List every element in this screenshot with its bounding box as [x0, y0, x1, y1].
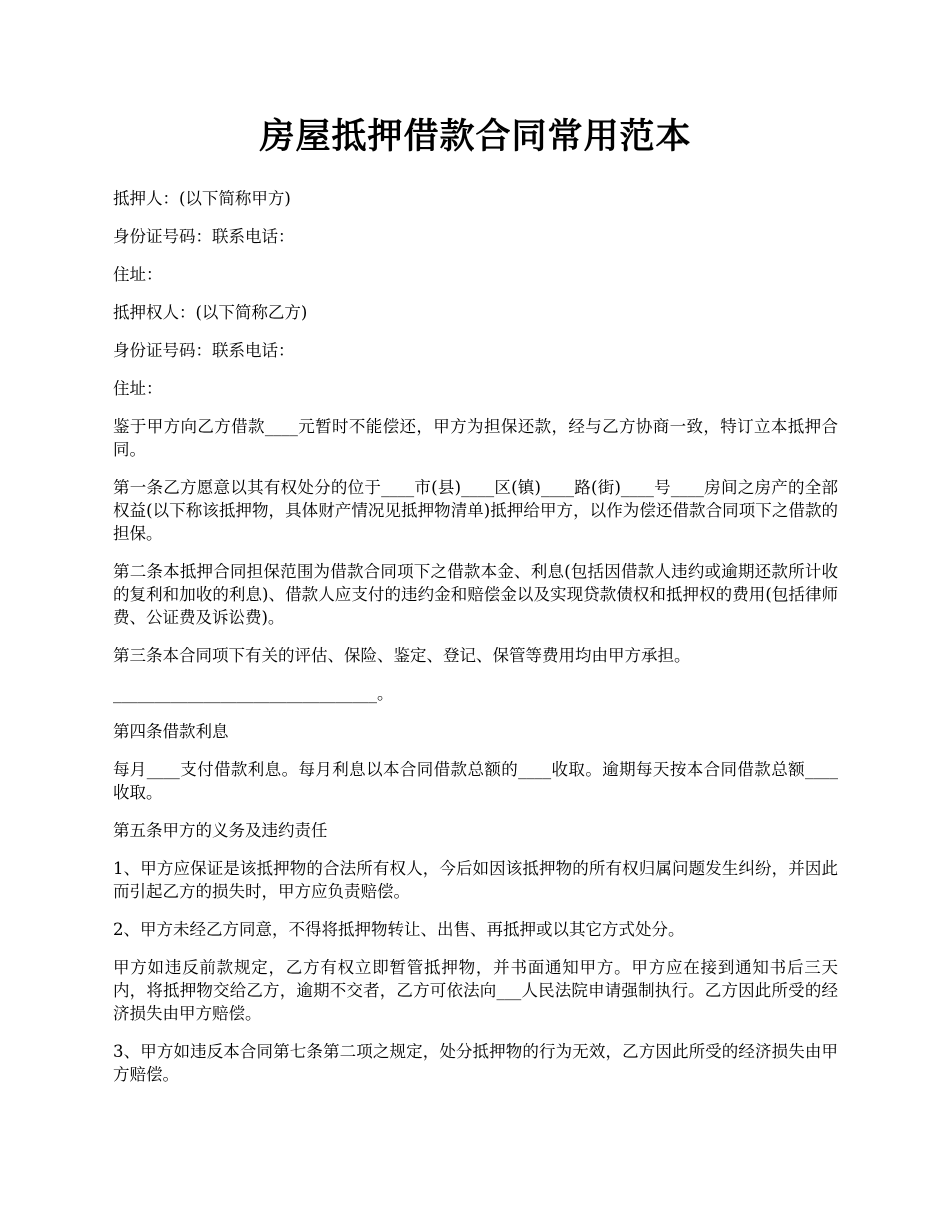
- mortgagee-label: 抵押权人：(以下简称乙方): [113, 303, 308, 322]
- article-5-item-2: 2、甲方未经乙方同意，不得将抵押物转让、出售、再抵押或以其它方式处分。: [113, 920, 685, 939]
- article-1-paragraph: 第一条乙方愿意以其有权处分的位于____市(县)____区(镇)____路(街)____号____房间之房产的全部权益(以下称该抵押物，具体财产情况见抵押物清单)抵押给甲方，以作为偿还借款合同项下之借款的担保。: [113, 478, 838, 543]
- article-5-heading: 第五条甲方的义务及违约责任: [113, 821, 328, 840]
- mortgagee-address: 住址：: [113, 379, 163, 398]
- article-4-heading: 第四条借款利息: [113, 722, 229, 741]
- mortgagee-id-phone: 身份证号码：联系电话：: [113, 341, 295, 360]
- mortgagor-address: 住址：: [113, 265, 163, 284]
- article-5-item-3: 3、甲方如违反本合同第七条第二项之规定，处分抵押物的行为无效，乙方因此所受的经济损失由甲方赔偿。: [113, 1042, 838, 1084]
- mortgagor-id-phone: 身份证号码：联系电话：: [113, 227, 295, 246]
- article-4-paragraph: 每月____支付借款利息。每月利息以本合同借款总额的____收取。逾期每天按本合同借款总额____收取。: [113, 760, 838, 802]
- document-title: 房屋抵押借款合同常用范本: [259, 116, 692, 157]
- preamble-paragraph: 鉴于甲方向乙方借款____元暂时不能偿还，甲方为担保还款，经与乙方协商一致，特订立本抵押合同。: [113, 417, 838, 459]
- mortgagor-label: 抵押人：(以下简称甲方): [113, 189, 291, 208]
- article-2-paragraph: 第二条本抵押合同担保范围为借款合同项下之借款本金、利息(包括因借款人违约或逾期还款所计收的复利和加收的利息)、借款人应支付的违约金和赔偿金以及实现贷款债权和抵押权的费用(包括律师费、公证费及诉讼费)。: [113, 562, 838, 627]
- article-3-paragraph: 第三条本合同项下有关的评估、保险、鉴定、登记、保管等费用均由甲方承担。: [113, 646, 691, 665]
- blank-line: ________________________________。: [113, 684, 394, 703]
- article-5-item-1: 1、甲方应保证是该抵押物的合法所有权人，今后如因该抵押物的所有权归属问题发生纠纷，并因此而引起乙方的损失时，甲方应负责赔偿。: [113, 859, 838, 901]
- article-5-item-2-detail: 甲方如违反前款规定，乙方有权立即暂管抵押物，并书面通知甲方。甲方应在接到通知书后三天内，将抵押物交给乙方，逾期不交者，乙方可依法向___人民法院申请强制执行。乙方因此所受的经济损失由甲方赔偿。: [113, 958, 838, 1023]
